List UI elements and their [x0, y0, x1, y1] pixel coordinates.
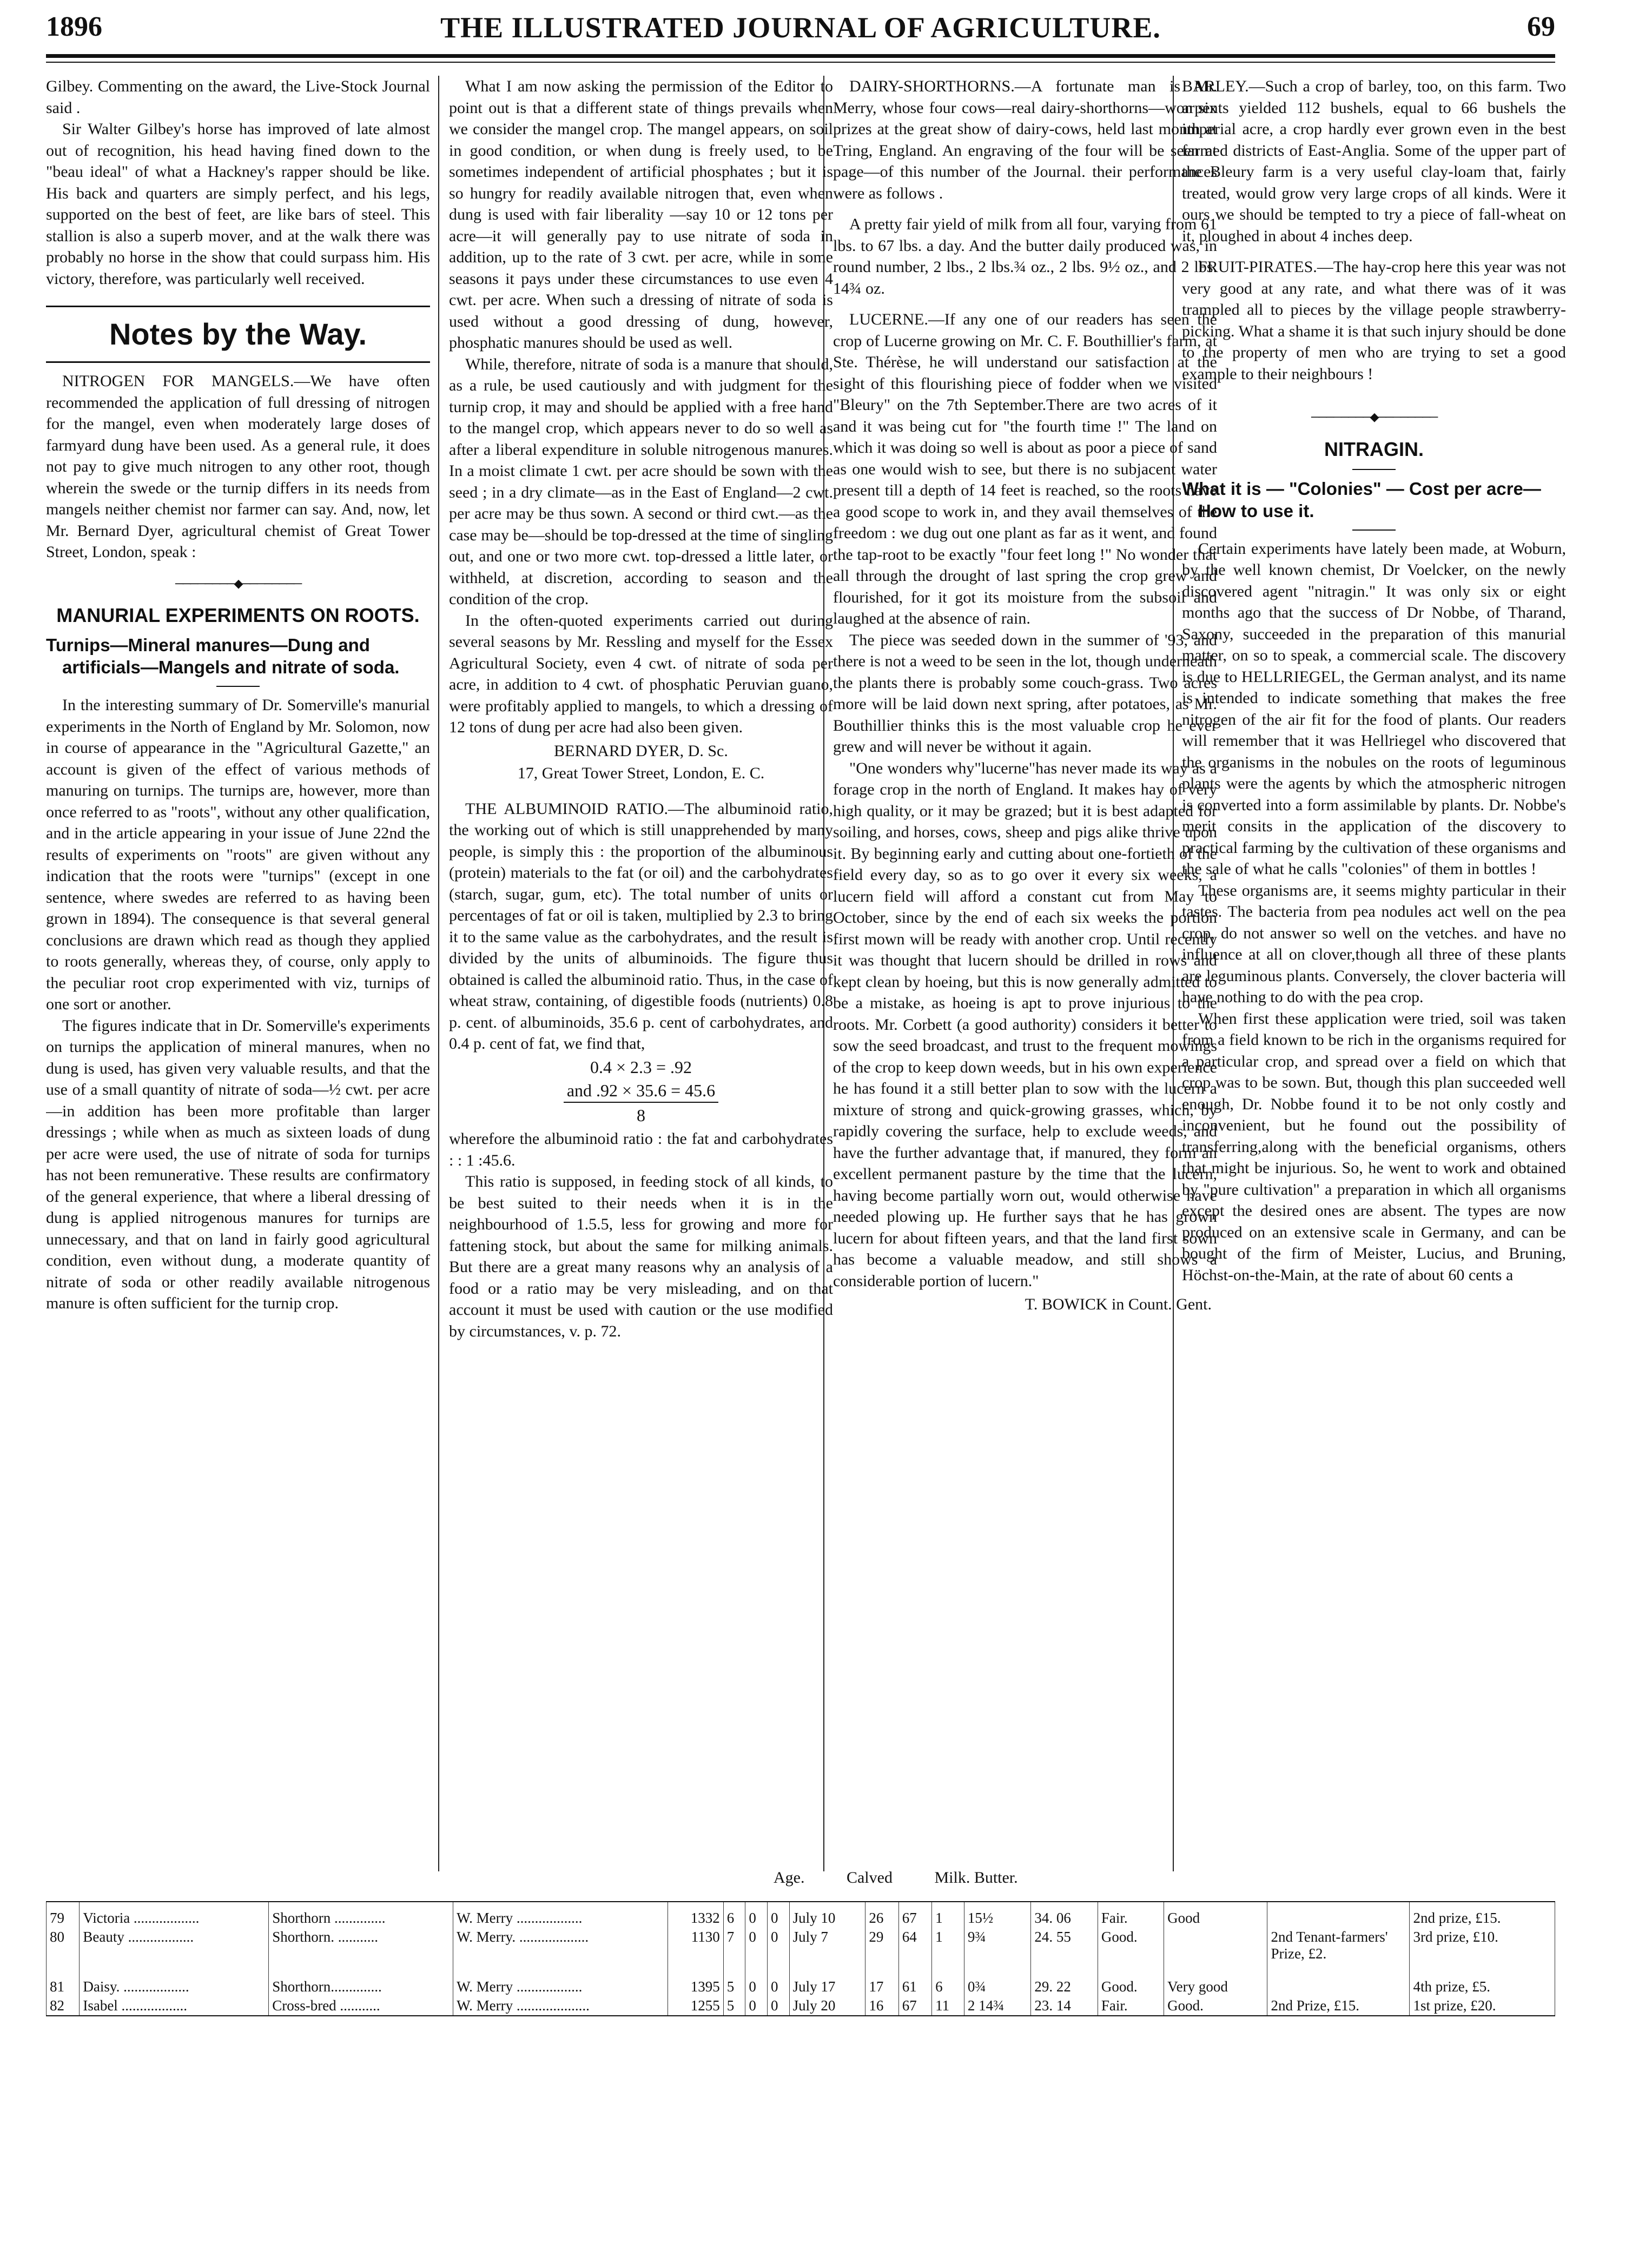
journal-title: THE ILLUSTRATED JOURNAL OF AGRICULTURE. [440, 11, 1161, 44]
column-3 [833, 76, 1217, 1866]
table-cell: Very good [1164, 1963, 1267, 1996]
table-cell: 1 [932, 1902, 964, 1928]
header-rule-thick [46, 54, 1555, 58]
paragraph: wherefore the albuminoid ratio : the fat and carbohydrates : : 1 :45.6. [449, 1130, 833, 1169]
table-cell: 64 [898, 1928, 931, 1963]
equation-line: 0.4 × 2.3 = .92 [590, 1057, 692, 1077]
section-rule [46, 361, 430, 363]
paragraph: While, therefore, nitrate of soda is a manure that should, as a rule, be used cautiously and with judgment for the turnip crop, it may and should be applied with a free hand to the mangel crop, which appears never to do so well as after a liberal expenditure in soluble nitrogenous manures. In a moist climate 1 cwt. per acre should be sown with the seed ; in a dry climate—as in the East of England—2 cwt. per acre may be thus sown. A second or third cwt.—as the case may be—should be top-dressed at the time of singling out, and one or two more cwt. top-dressed a little later, or withheld, at discretion, according to season and the condition of the crop. [449, 355, 833, 608]
table-cell: Fair. [1098, 1996, 1164, 2016]
paragraph: Gilbey. Commenting on the award, the Live-Stock Journal said . [46, 77, 430, 117]
table-cell: July 20 [789, 1996, 865, 2016]
table-cell [1267, 1963, 1410, 1996]
table-cell: 5 [723, 1963, 745, 1996]
table-cell: 1332 [668, 1902, 723, 1928]
column-4 [1182, 76, 1566, 1866]
table-cell: 0 [745, 1928, 768, 1963]
article-heading-nitragin: NITRAGIN. [1324, 438, 1424, 460]
header-year: 1896 [46, 11, 102, 42]
table-cell: 2 14¾ [964, 1996, 1030, 2016]
table-cell: 34. 06 [1031, 1902, 1098, 1928]
ornamental-divider: ────────◆──────── [175, 576, 301, 590]
article-deck: Turnips—Mineral manures—Dung and artificials—Mangels and nitrate of soda. [46, 635, 400, 677]
table-cell: Cross-bred ........... [269, 1996, 453, 2016]
table-cell: 0 [745, 1963, 768, 1996]
table-cell: 0 [768, 1902, 790, 1928]
paragraph: "One wonders why"lucerne"has never made its way as a forage crop in the north of England. It makes hay of very high quality, or it may be grazed; but it is best adapted for soiling, and horses, cows, sheep and pigs alike thrive upon it. By beginning early and cutting about one-fortieth of the field every day, so as to go over it every six weeks, a lucern field will afford a constant cut from May to October, since by the end of each six weeks the portion first mown will be ready with another crop. Until recently it was thought that lucern should be drilled in rows and kept clean by hoeing, but this is now generally admitted to be a mistake, as hoeing is apt to prove injurious to the roots. Mr. Corbett (a good authority) considers it better to sow the seed broadcast, and trust to the frequent mowings of the crop to keep down weeds, but in his own experience he has found it a still better plan to sow with the lucern a mixture of strong and quick-growing grasses, which, by rapidly covering the surface, help to exclude weeds, and have the further advantage that, if manured, they form an excellent permanent pasture by the time that the lucern, having become partially worn out, would otherwise have needed plowing up. He further says that he has grown lucern for about fifteen years, and that the land first sown has become a valuable meadow, and still shows a considerable portion of lucern." [833, 759, 1217, 1290]
table-cell: 17 [865, 1963, 898, 1996]
table-cell: 24. 55 [1031, 1928, 1098, 1963]
table-cell: 79 [47, 1902, 80, 1928]
paragraph: Sir Walter Gilbey's horse has improved of late almost out of recognition, his head having fined down to the "beau ideal" of what a Hackney's rapper should be like. His back and quarters are simply perfect, and his legs, supported on the best of feet, are like bars of steel. This stallion is also a superb mover, and at the walk there was probably no horse in the show that could surpass him. His victory, therefore, was particularly well received. [46, 120, 430, 288]
table-cell: 0 [768, 1996, 790, 2016]
table-cell: Shorthorn .............. [269, 1902, 453, 1928]
table-row [47, 1996, 1555, 2016]
ornamental-divider: ────────◆──────── [1311, 410, 1437, 423]
table-cell: Isabel .................. [80, 1996, 269, 2016]
table-cell: 67 [898, 1996, 931, 2016]
table-cell: July 10 [789, 1902, 865, 1928]
table-cell: 80 [47, 1928, 80, 1963]
table-row [47, 1963, 1555, 1996]
paragraph: What I am now asking the permission of the Editor to point out is that a different state of things prevails when we consider the mangel crop. The mangel appears, on soil in good condition, or when dung is freely used, to be sometimes independent of artificial phosphates ; but it is so hungry for readily available nitrogen that, even when dung is used with fair liberality —say 10 or 12 tons per acre—it will generally pay to use nitrate of soda in addition, up to the rate of 3 cwt. per acre, while in some seasons it pays under these circumstances to use even 4 cwt. per acre. When such a dressing of nitrate of soda is used without a good dressing of dung, however, phosphatic manures should be used as well. [449, 77, 833, 352]
equation-fraction [449, 1080, 833, 1103]
paragraph: FRUIT-PIRATES.—The hay-crop here this year was not very good at any rate, and what there was of it was trampled all to pieces by the village people strawberry-picking. What a shame it is that such injury should be done to the property of men who are trying to set a good example to their neighbours ! [1182, 258, 1566, 383]
table-row [47, 1902, 1555, 1928]
table-cell: Shorthorn.............. [269, 1963, 453, 1996]
table-cell: 5 [723, 1996, 745, 2016]
table-cell: 16 [865, 1996, 898, 2016]
table-cell: Good [1164, 1902, 1267, 1928]
caption-calved: Calved [846, 1869, 893, 1887]
table-cell: W. Merry .................. [453, 1963, 668, 1996]
paragraph: The figures indicate that in Dr. Somerville's experiments on turnips the application of mineral manures, when no dung is used, has given very valuable results, and that the use of a small quantity of nitrate of soda—½ cwt. per acre—in addition has been more profitable than larger dressings ; while when as much as sixteen loads of dung per acre were used, the use of nitrate of soda for turnips has not been remunerative. These results are confirmatory of the general experience, that where a liberal dressing of dung is applied nitrogenous manures for turnips are unnecessary, and that on land in fairly good agricultural condition, even without dung, a moderate quantity of nitrate of soda or other readily available nitrogenous manure is often sufficient for the turnip crop. [46, 1016, 430, 1312]
table-cell: July 17 [789, 1963, 865, 1996]
paragraph: When first these application were tried, soil was taken from a field known to be rich in the organisms required for a particular crop, and spread over a field on which that crop was to be sown. But, though this plan succeeded well enough, Dr. Nobbe found it to be not only costly and inconvenient, but he found out the possibility of transferring,along with the beneficial organisms, others that might be injurious. So, he went to work and obtained by "pure cultivation" a preparation in which all organisms except the desired ones are absent. The types are now produced on an extensive scale in Germany, and can be bought of the firm of Meister, Lucius, and Bruning, Höchst-on-the-Main, at the rate of about 60 cents a [1182, 1009, 1566, 1284]
equation-denominator: 8 [637, 1105, 645, 1125]
table-cell: 1130 [668, 1928, 723, 1963]
caption-milk-butter: Milk. Butter. [934, 1869, 1018, 1887]
signature-name: BERNARD DYER, D. Sc. [554, 742, 728, 760]
table-cell: Victoria .................. [80, 1902, 269, 1928]
table-cell: 4th prize, £5. [1410, 1963, 1555, 1996]
caption-age: Age. [774, 1869, 805, 1887]
table-cell: 3rd prize, £10. [1410, 1928, 1555, 1963]
paragraph: DAIRY-SHORTHORNS.—A fortunate man is Mr. Merry, whose four cows—real dairy-shorthorns—won six prizes at the great show of dairy-cows, held last month at Tring, England. An engraving of the four will be seen at page—of this number of the Journal. their performances were as follows . [833, 77, 1217, 202]
table-cell: 6 [723, 1902, 745, 1928]
column-1 [46, 76, 430, 1866]
page-number: 69 [1527, 11, 1555, 42]
table-cell: 15½ [964, 1902, 1030, 1928]
results-table [46, 1901, 1555, 2016]
paragraph: NITROGEN FOR MANGELS.—We have often recommended the application of full dressing of nitrogen for the mangel, even when moderately large doses of farmyard dung have been used. As a general rule, it does not pay to give much nitrogen to any other root, though wherein the swede or the turnip differs in its needs from mangels neither chemist nor farmer can say. And, now, let Mr. Bernard Dyer, agricultural chemist of Great Tower Street, London, speak : [46, 372, 430, 561]
column-divider [438, 76, 439, 1871]
table-cell: Good. [1164, 1996, 1267, 2016]
table-cell: 1395 [668, 1963, 723, 1996]
table-cell: 0 [768, 1963, 790, 1996]
table-cell [1267, 1902, 1410, 1928]
table-cell: 7 [723, 1928, 745, 1963]
table-cell: 29 [865, 1928, 898, 1963]
paragraph: In the often-quoted experiments carried out during several seasons by Mr. Ressling and myself for the Essex Agricultural Society, even 4 cwt. of nitrate of soda per acre, in addition to 4 cwt. of phosphatic Peruvian guano, were profitably applied to mangels, to which a dressing of 12 tons of dung per acre had also been given. [449, 611, 833, 736]
header-rule-thin [46, 62, 1555, 63]
table-cell: Good. [1098, 1928, 1164, 1963]
table-cell: 2nd Prize, £15. [1267, 1996, 1410, 2016]
article-heading-manurial: MANURIAL EXPERIMENTS ON ROOTS. [56, 604, 420, 626]
signature-address: 17, Great Tower Street, London, E. C. [517, 764, 765, 782]
paragraph: This ratio is supposed, in feeding stock of all kinds, to be best suited to their needs when it is in the neighbourhood of 1.5.5, less for growing and more for fattening stock, but about the same for milking animals. But there are a great many reasons why an analysis of a food or a ratio may be very misleading, and on that account it must be used with caution or the use modified by circumstances, v. p. 72. [449, 1173, 833, 1340]
table-cell: W. Merry .................. [453, 1902, 668, 1928]
table-cell: 29. 22 [1031, 1963, 1098, 1996]
paragraph: BARLEY.—Such a crop of barley, too, on this farm. Two arpents yielded 112 bushels, equal to 66 bushels the imperial acre, a crop hardly ever grown even in the best farmed districts of East-Anglia. Some of the upper part of the Bleury farm is a very useful clay-loam that, fairly treated, would grow very large crops of all kinds. Were it ours we should be tempted to try a piece of fall-wheat on it, ploughed in about 4 inches deep. [1182, 77, 1566, 245]
table-cell: 81 [47, 1963, 80, 1996]
section-heading-notes: Notes by the Way. [109, 317, 367, 351]
table-cell: 23. 14 [1031, 1996, 1098, 2016]
table-row [47, 1928, 1555, 1963]
table-cell: 1 [932, 1928, 964, 1963]
table-cell: W. Merry. ................... [453, 1928, 668, 1963]
table-cell: 1255 [668, 1996, 723, 2016]
table-cell: Beauty .................. [80, 1928, 269, 1963]
short-rule [1352, 469, 1396, 470]
paragraph: LUCERNE.—If any one of our readers has seen the crop of Lucerne growing on Mr. C. F. Bouthillier's farm, at Ste. Thérèse, he will understand our satisfaction at the sight of this flourishing piece of fodder when we visited "Bleury" on the 7th September.There are two acres of it and it was being cut for "the fourth time !" The land on which it was doing so well is about as poor a piece of sand as one would wish to see, but there is no subjacent water present till a depth of 14 feet is reached, so the roots have a good scope to work in, and they avail themselves of the freedom : we dug out one plant as far as it went, and found the tap-root to be exactly "four feet long !" No wonder that all through the drought of last spring the crop grew and flourished, for it got its moisture from the subsoil and laughed at the absence of rain. [833, 310, 1217, 627]
table-cell: 26 [865, 1902, 898, 1928]
table-cell: 61 [898, 1963, 931, 1996]
table-cell: July 7 [789, 1928, 865, 1963]
table-cell: 2nd prize, £15. [1410, 1902, 1555, 1928]
table-cell [1164, 1928, 1267, 1963]
column-2 [449, 76, 833, 1866]
table-cell: 9¾ [964, 1928, 1030, 1963]
table-cell: Shorthorn. ........... [269, 1928, 453, 1963]
table-cell: 1st prize, £20. [1410, 1996, 1555, 2016]
table-cell: 11 [932, 1996, 964, 2016]
table-cell: 6 [932, 1963, 964, 1996]
table-cell: 0 [745, 1996, 768, 2016]
table-cell: 0 [768, 1928, 790, 1963]
paragraph: These organisms are, it seems mighty particular in their tastes. The bacteria from pea nodules act well on the pea crop, do not answer so well on the vetches. and have no influence at all on clover,though all three of these plants are leguminous plants. Conversely, the clover bacteria will have nothing to do with the pea crop. [1182, 881, 1566, 1006]
paragraph: A pretty fair yield of milk from all four, varying from 61 lbs. to 67 lbs. a day. And the butter daily produced was, in round number, 2 lbs., 2 lbs.¾ oz., 2 lbs. 9½ oz., and 2 lbs. 14¾ oz. [833, 215, 1217, 297]
table-caption [774, 1869, 1056, 1887]
short-rule [216, 686, 260, 687]
section-rule [46, 306, 430, 307]
table-cell: 82 [47, 1996, 80, 2016]
signature: T. BOWICK in Count. Gent. [1025, 1295, 1212, 1313]
table-cell: 2nd Tenant-farmers' Prize, £2. [1267, 1928, 1410, 1963]
paragraph: In the interesting summary of Dr. Somerville's manurial experiments in the North of England by Mr. Solomon, now in course of appearance in the "Agricultural Gazette," an account is given of the effect of various methods of manuring on turnips. The turnips are, however, more than once referred to as "roots", without any other qualification, and in the article appearing in your issue of June 22nd the results of experiments on "roots" are given without any indication that the roots were "turnips" (except in one sentence, where swedes are referred to as having been grown in 1894). The consequence is that several general conclusions are drawn which read as though they applied to roots generally, whereas they, of course, only apply to the peculiar root crop experimented with viz, turnips of one sort or another. [46, 696, 430, 1013]
equation-numerator: and .92 × 35.6 = 45.6 [564, 1080, 718, 1103]
paragraph: The piece was seeded down in the summer of '93, and there is not a weed to be seen in the lot, though underneath the plants there is probably some couch-grass. Two acres more will be laid down next spring, after potatoes, as Mr. Bouthillier thinks this is the most valuable crop he ever grew and will never be without it again. [833, 631, 1217, 756]
paragraph: Certain experiments have lately been made, at Woburn, by the well known chemist, Dr Voelcker, on the newly discovered agent "nitragin." It was only six or eight months ago that the success of Dr Nobbe, of Tharand, Saxony, succeeded in the preparation of this manurial matter, on so to speak, a commercial scale. The discovery is due to HELLRIEGEL, the German analyst, and its name is intended to indicate something that makes the free nitrogen of the air fit for the food of plants. Our readers will remember that it was Hellriegel who discovered that the organisms in the nobules on the roots of leguminous plants were the agents by which the atmospheric nitrogen is converted into a form assimilable by plants. Dr. Nobbe's merit consits in the application of the discovery to practical farming by the cultivation of these organisms and the sale of what he calls "colonies" of them in bottles ! [1182, 539, 1566, 878]
table-cell: Good. [1098, 1963, 1164, 1996]
page-header [46, 6, 1555, 61]
short-rule [1352, 529, 1396, 531]
table-cell: 0 [745, 1902, 768, 1928]
article-deck: What it is — "Colonies" — Cost per acre—How to use it. [1182, 478, 1541, 521]
table-cell: W. Merry .................... [453, 1996, 668, 2016]
table-cell: Fair. [1098, 1902, 1164, 1928]
table-cell: 67 [898, 1902, 931, 1928]
table-cell: Daisy. .................. [80, 1963, 269, 1996]
paragraph: THE ALBUMINOID RATIO.—The albuminoid ratio, the working out of which is still unapprehended by many people, is simply this : the proportion of the albuminous (protein) materials to the fat (or oil) and the carbohydrates (starch, sugar, gum, etc). The total number of units or percentages of fat or oil is taken, multiplied by 2.3 to bring it to the same value as the carbohydrates, and the result is divided by the units of albuminoids. The figure thus obtained is called the albuminoid ratio. Thus, in the case of wheat straw, containing, of digestible foods (nutrients) 0.8 p. cent. of albuminoids, 35.6 p. cent of carbohydrates, and 0.4 p. cent of fat, we find that, [449, 799, 833, 1053]
table-cell: 0¾ [964, 1963, 1030, 1996]
